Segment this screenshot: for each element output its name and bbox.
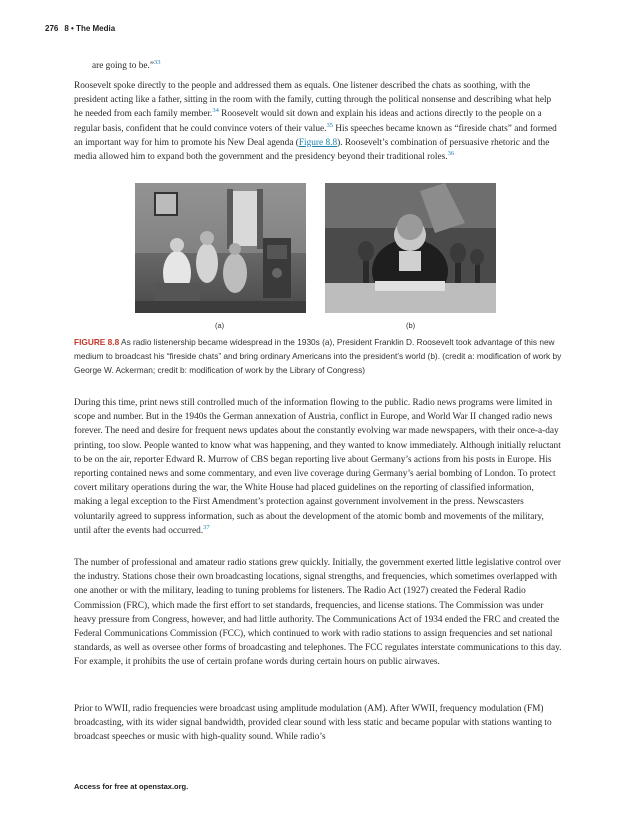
chapter-title: 8 • The Media: [64, 24, 116, 33]
photo-family-listening-radio: [135, 183, 306, 313]
photo-a-illustration: [135, 183, 306, 313]
footnote-ref[interactable]: 36: [447, 149, 455, 157]
text-segment: Prior to WWII, radio frequencies were broadcast using amplitude modulation (AM). After WWII, frequency modulation (FM) broadcasting, with its wider signal bandwidth, provided clear sound with less static and became popular with stations wanting to broadcast speeches or music with high-quality sound. While radio’s: [74, 704, 552, 743]
footnote-ref[interactable]: 34: [212, 107, 219, 115]
photo-b-illustration: [325, 183, 496, 313]
quote-ending: [92, 59, 580, 73]
page-footer: Access for free at openstax.org.: [74, 782, 189, 791]
text-segment: Roosevelt spoke directly to the people and addressed them as equals. One listener described the chats as soothing, with the president acting like a father, sitting in the room with the family, cutting through the political nonsense and describing what help he needed from each family member.: [74, 81, 552, 120]
text-segment: Roosevelt would sit down and explain his ideas and actions directly to the people on a regular basis, confident that he could convince voters of their value.: [74, 109, 542, 134]
text-segment: His speeches became known as “fireside chats” and formed an important way for him to promote his New Deal agenda (: [74, 123, 557, 148]
running-header: [45, 24, 115, 33]
caption-text: As radio listenership became widespread in the 1930s (a), President Franklin D. Roosevelt took advantage of this new medium to broadcast his “fireside chats” and bring ordinary Americans into the president’s world (b). (credit a: modification of work by George W. Ackerman; credit b: modification of work by the Library of Congress): [74, 337, 562, 376]
photo-roosevelt-fireside-chat: [325, 183, 496, 313]
text-segment: ). Roosevelt’s combination of persuasive rhetoric and the media allowed him to expand both the government and the presidency beyond their traditional roles.: [74, 137, 550, 163]
footnote-ref[interactable]: 33: [153, 58, 161, 66]
footnote-ref[interactable]: 35: [326, 121, 333, 129]
text-segment: During this time, print news still controlled much of the information flowing to the public. Radio news programs were limited in scope and number. But in the 1940s the German annexation of Austria, conflict in Europe, and World War II changed radio news forever. The need and desire for frequent news updates about the constantly evolving war made newspapers, with their once-a-day printing, too slow. People wanted to know what was happening, and they wanted to know immediately. Although initially reluctant to be on the air, reporter Edward R. Murrow of CBS began reporting live about Germany’s actions from his posts in Europe. His reporting contained news and some commentary, and even live coverage during Germany’s aerial bombing of London. To protect covert military operations during the war, the White House had placed guidelines on the reporting of classified information, making a legal exception to the First Amendment’s protection against government involvement in the press. Newscasters voluntarily agreed to suppress information, such as about the development of the atomic bomb and movements of the military, until after the events had occurred.: [74, 398, 561, 536]
paragraph-am-fm: [74, 702, 562, 745]
quote-text: are going to be.”: [92, 61, 154, 71]
text-segment: The number of professional and amateur radio stations grew quickly. Initially, the government exerted little legislative control over the industry. Stations chose their own broadcasting locations, signal strengths, and frequencies, which sometimes overlapped with one another or with the military, leading to tuning problems for listeners. The Radio Act (1927) created the Federal Radio Commission (FRC), which made the first effort to set standards, frequencies, and license stations. The Commission was under heavy pressure from Congress, however, and had little authority. The Communications Act of 1934 ended the FRC and created the Federal Communications Commission (FCC), which continued to work with radio stations to assign frequencies and set national standards, as well as oversee other forms of broadcasting and telephones. The FCC regulates interstate communications to this day. For example, it prohibits the use of certain profane words during certain hours on public airwaves.: [74, 558, 562, 668]
paragraph-radio-regulation: [74, 556, 562, 670]
paragraph-radio-news: [74, 396, 562, 538]
figure-number: FIGURE 8.8: [74, 337, 120, 347]
subfigure-label-a: (a): [215, 321, 225, 330]
figure-link[interactable]: Figure 8.8: [298, 137, 338, 148]
paragraph-fireside-chats: [74, 79, 562, 164]
subfigure-label-b: (b): [406, 321, 416, 330]
page-number: 276: [45, 24, 59, 33]
figure-caption: [74, 335, 562, 378]
footnote-ref[interactable]: 37: [203, 523, 210, 531]
